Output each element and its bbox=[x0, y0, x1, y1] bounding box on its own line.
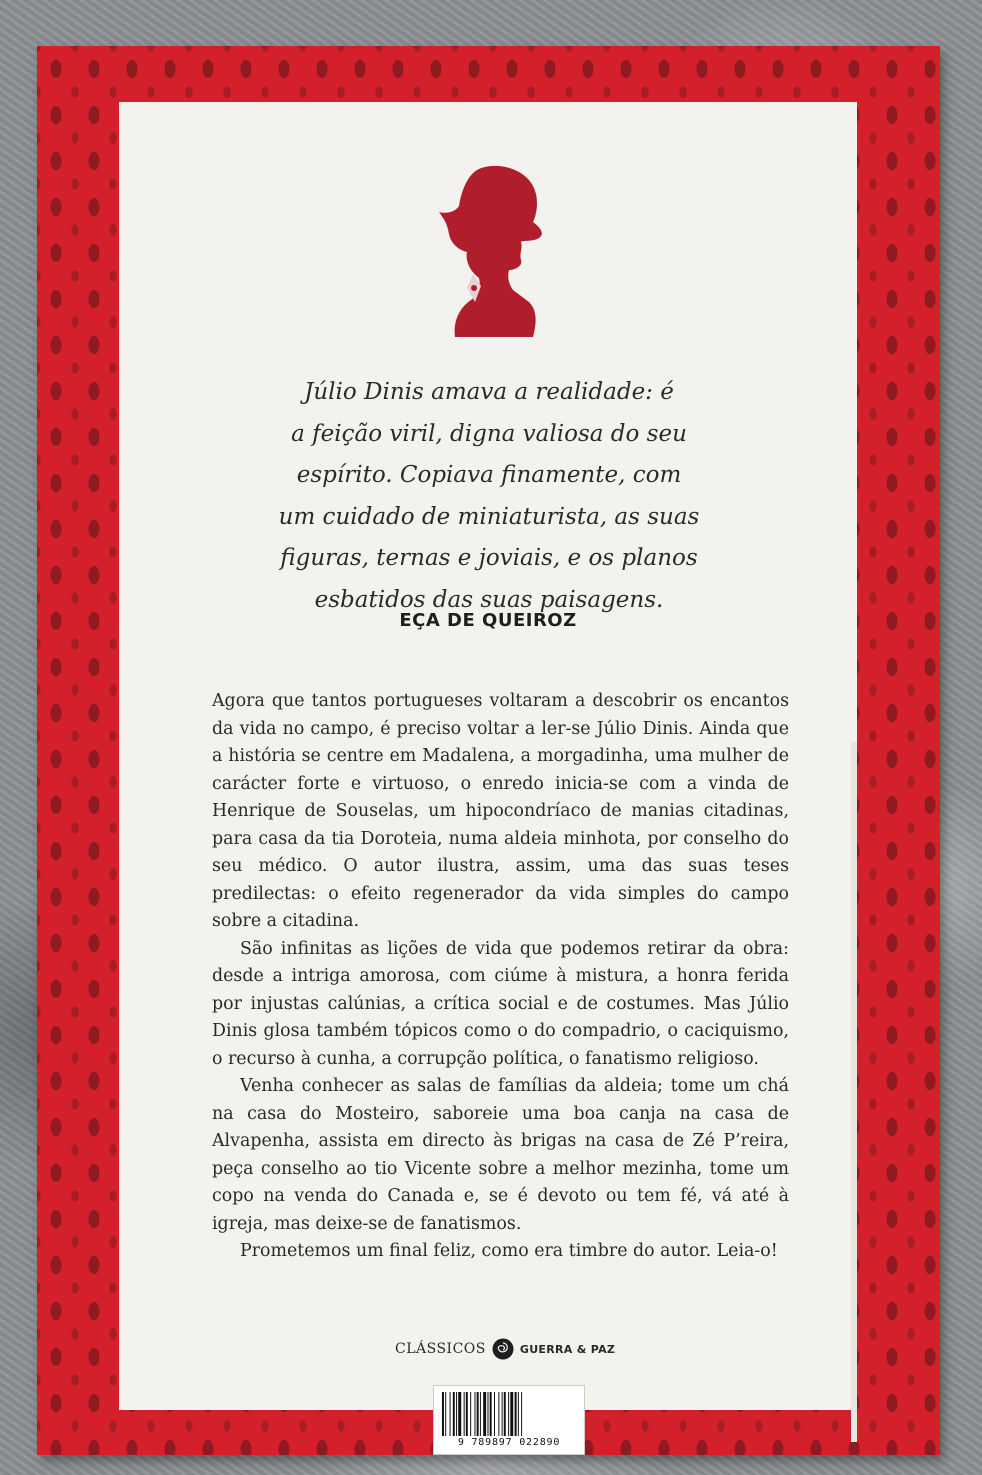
quote-line: figuras, ternas e joviais, e os planos bbox=[280, 545, 698, 571]
barcode-bar bbox=[502, 1392, 503, 1436]
barcode-bar bbox=[450, 1392, 451, 1436]
description-paragraph: Prometemos um final feliz, como era timbre do autor. Leia-o! bbox=[240, 1241, 778, 1261]
quote-line: a feição viril, digna valiosa do seu bbox=[291, 420, 687, 447]
publisher-name: GUERRA & PAZ bbox=[519, 1342, 616, 1356]
barcode-bar bbox=[442, 1392, 444, 1436]
barcode-bar bbox=[508, 1392, 509, 1436]
epigraph-quote bbox=[179, 372, 799, 621]
barcode-bar bbox=[515, 1392, 517, 1436]
barcode-bar bbox=[470, 1392, 471, 1436]
barcode-bar bbox=[453, 1392, 455, 1436]
rose-logo-icon bbox=[492, 1338, 514, 1360]
barcode-bar bbox=[488, 1392, 489, 1436]
barcode-bar bbox=[456, 1392, 457, 1436]
barcode-bar bbox=[494, 1392, 495, 1436]
book-back-cover bbox=[37, 46, 940, 1455]
quote-line: espírito. Copiava finamente, com bbox=[296, 462, 682, 488]
barcode-bar bbox=[490, 1392, 492, 1436]
quote-author: EÇA DE QUEIROZ bbox=[399, 610, 577, 631]
barcode bbox=[433, 1385, 585, 1455]
barcode-bar bbox=[518, 1392, 519, 1436]
quote-line: esbatidos das suas paisagens. bbox=[314, 586, 664, 613]
publisher-mark bbox=[395, 1337, 615, 1361]
quote-line: Júlio Dinis amava a realidade: é bbox=[304, 379, 674, 405]
description-paragraph: São infinitas as lições de vida que podemos retirar da obra: desde a intriga amorosa, com ciúme à mistura, a honra ferida por injustas calúnias, a crítica social e de costumes. Mas Júlio Dinis glosa também tópicos como o do compadrio, o caciquismo, o recurso à cunha, a corrupção política, o fanatismo religioso. bbox=[212, 938, 789, 1069]
text-panel bbox=[119, 102, 857, 1448]
barcode-bar bbox=[483, 1392, 486, 1436]
description-paragraph: Venha conhecer as salas de famílias da aldeia; tome um chá na casa do Mosteiro, saboreie uma boa canja na casa de Alvapenha, assista em directo às brigas na casa de Zé P’reira, peça conselho ao tio Vicente sobre a melhor mezinha, tome um copo na venda do Canada e, se é devoto ou tem fé, vá até à igreja, mas deixe-se de fanatismos. bbox=[212, 1076, 789, 1234]
barcode-bar bbox=[445, 1392, 446, 1436]
barcode-bar bbox=[498, 1392, 499, 1436]
isbn-number: 9 789897 022890 bbox=[457, 1437, 561, 1448]
page-edge bbox=[851, 742, 857, 1442]
barcode-bar bbox=[521, 1392, 522, 1436]
woman-silhouette-icon bbox=[437, 162, 547, 337]
barcode-bar bbox=[475, 1392, 476, 1436]
barcode-bar bbox=[466, 1392, 468, 1436]
barcode-bars bbox=[440, 1392, 578, 1436]
barcode-bar bbox=[480, 1392, 481, 1436]
quote-line: um cuidado de miniaturista, as suas bbox=[278, 503, 700, 530]
barcode-bar bbox=[504, 1392, 506, 1436]
barcode-bar bbox=[477, 1392, 479, 1436]
barcode-bar bbox=[458, 1392, 461, 1436]
description-paragraph: Agora que tantos portugueses voltaram a descobrir os encantos da vida no campo, é preciso voltar a ler-se Júlio Dinis. Ainda que a história se centre em Madalena, a morgadinha, uma mulher de carácter forte e virtuoso, o enredo inicia-se com a vinda de Henrique de Souselas, um hipocondríaco de manias citadinas, para casa da tia Doroteia, numa aldeia minhota, por conselho do seu médico. O autor ilustra, assim, uma das suas teses predilectas: o efeito regenerador da vida simples do campo sobre a citadina. bbox=[212, 691, 789, 931]
series-label: CLÁSSICOS bbox=[395, 1341, 486, 1357]
barcode-bar bbox=[464, 1392, 465, 1436]
barcode-bar bbox=[510, 1392, 513, 1436]
book-description bbox=[212, 688, 789, 1266]
